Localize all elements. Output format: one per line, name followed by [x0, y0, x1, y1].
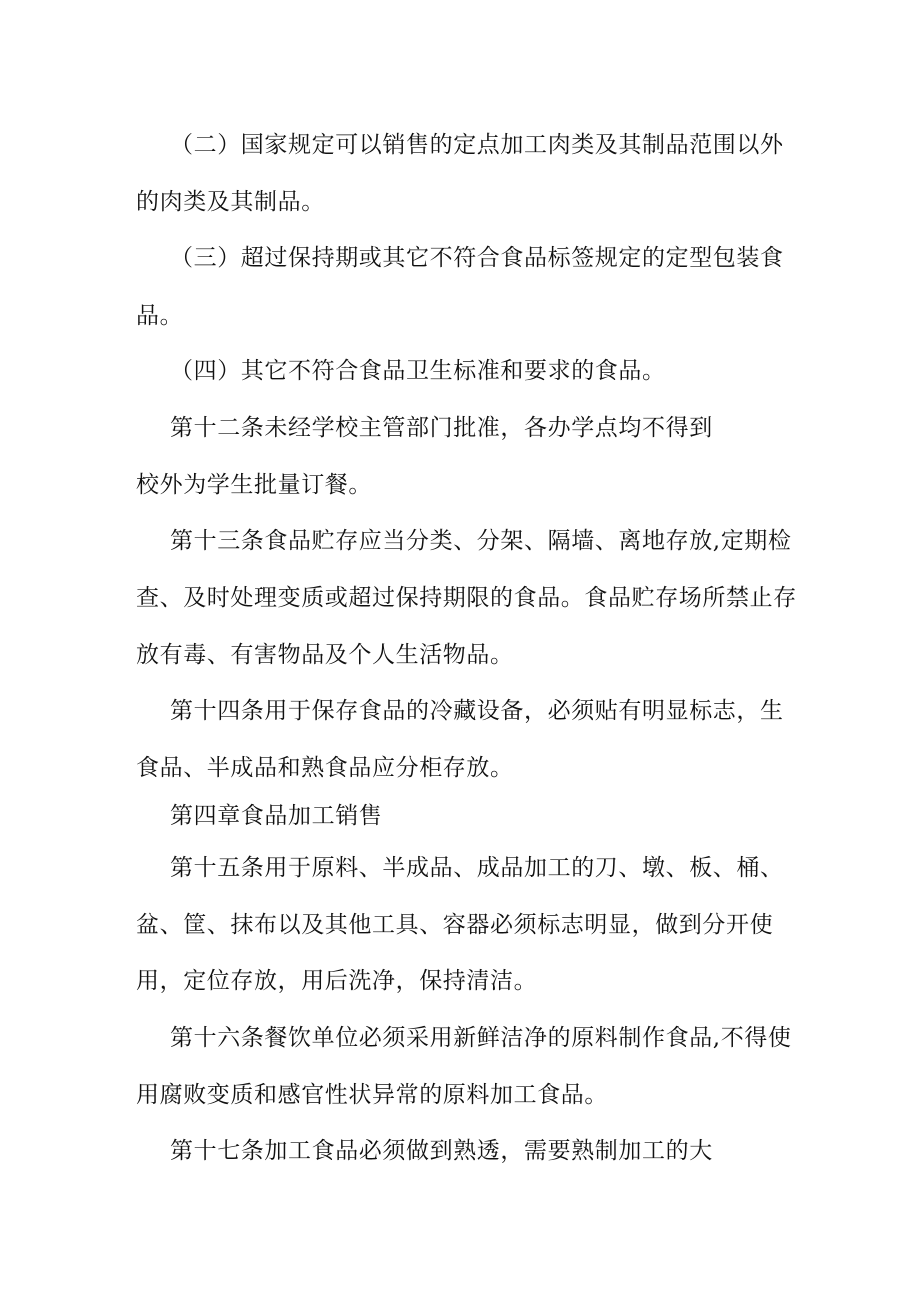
paragraph-line: 第十二条未经学校主管部门批准，各办学点均不得到 — [170, 415, 713, 441]
paragraph-line: 放有毒、有害物品及个人生活物品。 — [136, 642, 514, 668]
paragraph-line: （三）超过保持期或其它不符合食品标签规定的定型包装食 — [170, 245, 784, 271]
paragraph-line: 第十六条餐饮单位必须采用新鲜洁净的原料制作食品,不得使 — [170, 1025, 792, 1051]
paragraph-line: 第十七条加工食品必须做到熟透，需要熟制加工的大 — [170, 1138, 713, 1164]
paragraph-line: 盆、筐、抹布以及其他工具、容器必须标志明显，做到分开使 — [136, 912, 774, 938]
paragraph-line: 第十四条用于保存食品的冷藏设备，必须贴有明显标志，生 — [170, 698, 784, 724]
paragraph-line: 校外为学生批量订餐。 — [136, 472, 372, 498]
paragraph-line: 用腐败变质和感官性状异常的原料加工食品。 — [136, 1082, 608, 1108]
paragraph-line: 第十三条食品贮存应当分类、分架、隔墙、离地存放,定期检 — [170, 528, 792, 554]
chapter-heading: 第四章食品加工销售 — [170, 803, 383, 829]
paragraph-line: 第十五条用于原料、半成品、成品加工的刀、墩、板、桶、 — [170, 855, 784, 881]
paragraph-line: 品。 — [136, 303, 184, 329]
paragraph-line: 查、及时处理变质或超过保持期限的食品。食品贮存场所禁止存 — [136, 585, 797, 611]
paragraph-line: （二）国家规定可以销售的定点加工肉类及其制品范围以外 — [170, 132, 784, 158]
paragraph-line: 的肉类及其制品。 — [136, 189, 325, 215]
paragraph-line: （四）其它不符合食品卫生标准和要求的食品。 — [170, 358, 666, 384]
paragraph-line: 用，定位存放，用后洗净，保持清洁。 — [136, 968, 538, 994]
paragraph-line: 食品、半成品和熟食品应分柜存放。 — [136, 755, 514, 781]
